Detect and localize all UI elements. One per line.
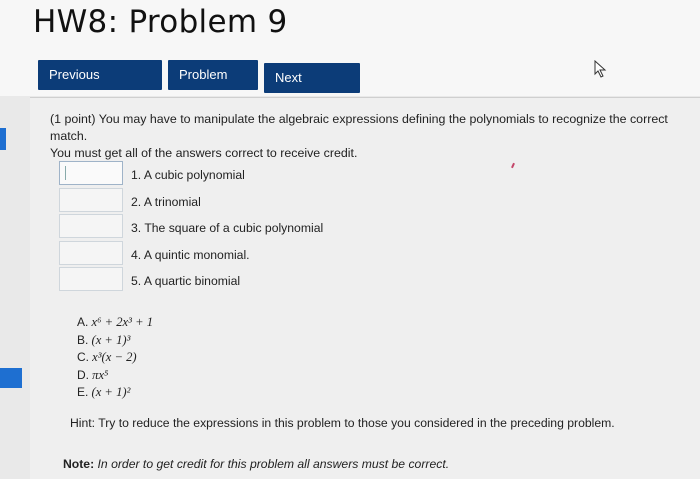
side-marker	[0, 368, 22, 388]
item-label: 1. A cubic polynomial	[131, 168, 245, 182]
points-label: (1 point)	[50, 112, 96, 126]
side-marker	[0, 128, 6, 150]
option-expression: x⁶ + 2x³ + 1	[91, 315, 154, 329]
intro-text: You may have to manipulate the algebraic expressions defining the polynomials to recognize the correct match.	[50, 112, 668, 143]
option-expression: (x + 1)³	[91, 332, 131, 347]
mouse-cursor-icon	[593, 60, 609, 78]
option-b	[77, 332, 153, 350]
item-label: 2. A trinomial	[131, 194, 201, 209]
answer-input-4[interactable]	[59, 241, 123, 265]
answer-input-3[interactable]	[59, 214, 123, 238]
item-label: 3. The square of a cubic polynomial	[131, 221, 324, 235]
note	[63, 457, 449, 471]
item-label: 5. A quartic binomial	[131, 274, 241, 288]
answer-input-2[interactable]	[59, 188, 123, 212]
previous-problem-button[interactable]: Previous	[38, 60, 162, 90]
next-problem-button[interactable]: Next	[264, 63, 360, 93]
option-letter: D.	[77, 367, 89, 382]
expression-options	[77, 314, 153, 402]
option-a	[77, 314, 153, 332]
answer-input-1[interactable]	[59, 161, 123, 185]
hint-text: Hint: Try to reduce the expressions in this problem to those you considered in the preceding problem.	[70, 416, 615, 430]
problem-intro	[50, 111, 700, 162]
option-letter: A.	[77, 315, 89, 329]
option-c	[77, 349, 153, 367]
option-d	[77, 367, 153, 385]
problem-nav	[38, 60, 360, 93]
option-letter: B.	[77, 332, 89, 347]
option-expression: πx⁵	[92, 367, 109, 382]
option-letter: C.	[77, 350, 89, 365]
page-title: HW8: Problem 9	[33, 4, 288, 40]
option-letter: E.	[77, 385, 89, 400]
answer-input-5[interactable]	[59, 267, 123, 291]
option-expression: (x + 1)²	[91, 385, 131, 400]
option-e	[77, 384, 153, 402]
item-label: 4. A quintic monomial.	[131, 247, 250, 262]
problem-list-button[interactable]: Problem	[168, 60, 258, 90]
option-expression: x³(x − 2)	[92, 350, 137, 365]
intro-text-2: You must get all of the answers correct to receive credit.	[50, 146, 358, 160]
note-label: Note:	[63, 457, 95, 471]
note-text: In order to get credit for this problem all answers must be correct.	[97, 457, 450, 471]
